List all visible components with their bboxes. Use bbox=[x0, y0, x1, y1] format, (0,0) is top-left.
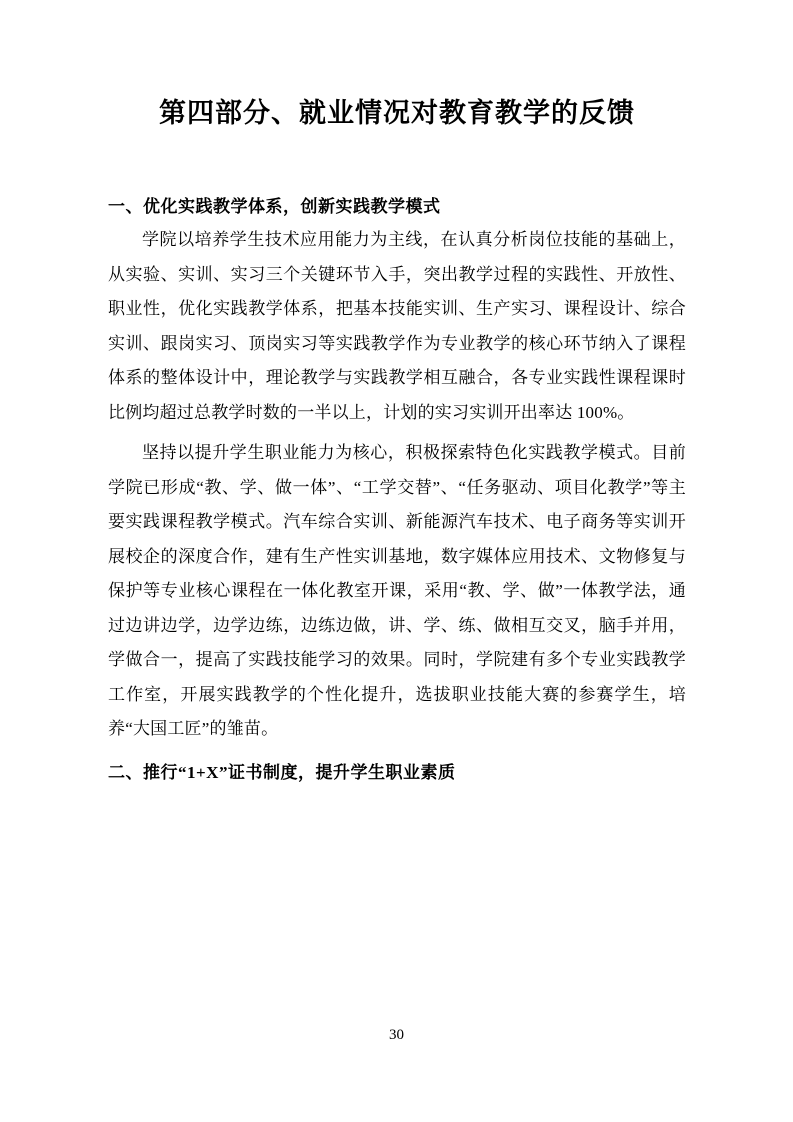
section-heading-1: 一、优化实践教学体系，创新实践教学模式 bbox=[108, 197, 441, 217]
section-heading-2: 二、推行“1+X”证书制度，提升学生职业素质 bbox=[108, 762, 456, 782]
section-1-paragraph-2: 坚持以提升学生职业能力为核心，积极探索特色化实践教学模式。目前学院已形成“教、学、做一体”、“工学交替”、“任务驱动、项目化教学”等主要实践课程教学模式。汽车综合实训、新能源汽车技术、电子商务等实训开展校企的深度合作，建有生产性实训基地，数字媒体应用技术、文物修复与保护等专业核心课程在一体化教室开课，采用“教、学、做”一体教学法，通过边讲边学，边学边练，边练边做，讲、学、练、做相互交叉，脑手并用，学做合一，提高了实践技能学习的效果。同时，学院建有多个专业实践教学工作室，开展实践教学的个性化提升，选拔职业技能大赛的参赛学生，培养“大国工匠”的雏苗。 bbox=[108, 443, 686, 739]
page-number: 30 bbox=[389, 1027, 404, 1043]
page-content bbox=[108, 0, 686, 789]
section-1-paragraph-1: 学院以培养学生技术应用能力为主线，在认真分析岗位技能的基础上，从实验、实训、实习三个关键环节入手，突出教学过程的实践性、开放性、职业性，优化实践教学体系，把基本技能实训、生产实习、课程设计、综合实训、跟岗实习、顶岗实习等实践教学作为专业教学的核心环节纳入了课程体系的整体设计中，理论教学与实践教学相互融合，各专业实践性课程课时比例均超过总教学时数的一半以上，计划的实习实训开出率达 100%。 bbox=[108, 230, 686, 422]
page-title: 第四部分、就业情况对教育教学的反馈 bbox=[159, 98, 635, 128]
